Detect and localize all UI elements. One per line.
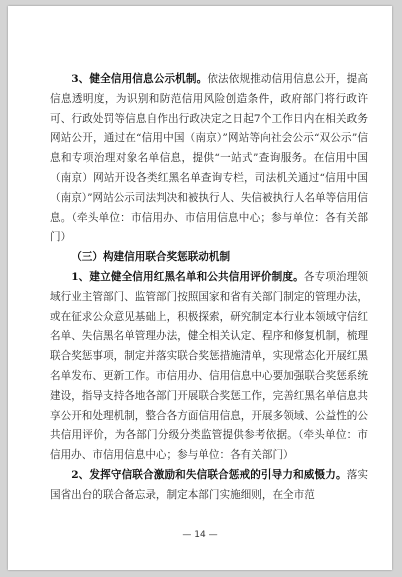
paragraph-heading: 3、健全信用信息公示机制。 (71, 73, 208, 85)
paragraph-text: 依法依规推动信用信息公开，提高信息透明度，为识别和防范信用风险创造条件，政府部门将行政许可、行政处罚等信息自作出行政决定之日起7个工作日内在相关政务网站公开，通过在“信用中国（南京）”网站等向社会公示“双公示”信息和专项治理对象名单信息，提供“一站式”查询服务。在信用中国（南京）网站开设各类红黑名单查询专栏，司法机关通过“信用中国（南京）”网站公示司法判决和被执行人、失信被执行人名单等信用信息。（牵头单位：市信用办、市信用信息中心；参与单位：各有关部门） (50, 73, 368, 244)
document-page (8, 6, 392, 570)
page-number: — 14 — (182, 530, 218, 540)
section-title: （三）构建信用联合奖惩联动机制 (71, 251, 231, 264)
paragraph-incentive-punishment (50, 466, 368, 506)
paragraph-heading: 2、发挥守信联合激励和失信联合惩戒的引导力和威慑力。 (71, 468, 347, 481)
paragraph-credit-disclosure (50, 70, 368, 248)
document-body (50, 70, 368, 506)
paragraph-heading: 1、建立健全信用红黑名单和公共信用评价制度。 (71, 270, 304, 283)
paragraph-text: 各专项治理领域行业主管部门、监管部门按照国家和省有关部门制定的管理办法，或在征求公众意见基础上，积极探索，研究制定本行业本领域守信红名单、失信黑名单管理办法，健全相关认定、程序和修复机制，梳理联合奖惩事项，制定并落实联合奖惩措施清单，实现常态化开展红黑名单发布、更新工作。市信用办、信用信息中心要加强联合奖惩系统建设，指导支持各地各部门开展联合奖惩工作，完善红黑名单信息共享公开和处理机制，整合各方面信用信息，开展多领域、公益性的公共信用评价，为各部门分级分类监管提供参考依据。（牵头单位：市信用办、市信用信息中心；参与单位：各有关部门） (50, 270, 369, 462)
paragraph-red-black-list (50, 268, 368, 466)
paragraph-text: 落实国省出台的联合备忘录，制定本部门实施细则，在全市范 (50, 468, 369, 501)
